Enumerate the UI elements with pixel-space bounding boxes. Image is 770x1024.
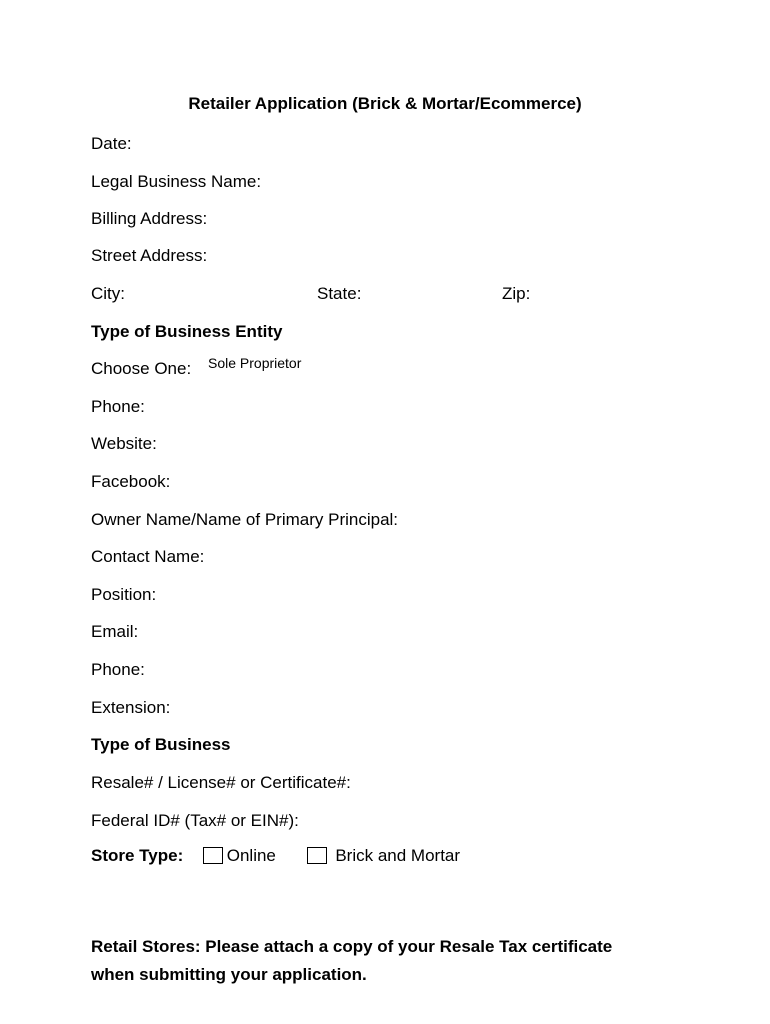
resale-label: Resale# / License# or Certificate#: xyxy=(91,773,351,792)
owner-name-label: Owner Name/Name of Primary Principal: xyxy=(91,510,399,529)
state-label: State: xyxy=(317,284,362,303)
extension-label: Extension: xyxy=(91,698,171,717)
email-label: Email: xyxy=(91,622,139,641)
footer-note xyxy=(91,933,691,989)
online-option-label: Online xyxy=(226,846,276,865)
form-title: Retailer Application (Brick & Mortar/Ecommerce) xyxy=(188,94,582,113)
facebook-label: Facebook: xyxy=(91,472,171,491)
store-type-row xyxy=(91,845,460,867)
store-type-label: Store Type: xyxy=(91,846,184,865)
phone-label: Phone: xyxy=(91,397,145,416)
billing-address-label: Billing Address: xyxy=(91,209,208,228)
online-checkbox[interactable] xyxy=(203,847,223,864)
date-label: Date: xyxy=(91,134,132,153)
street-address-label: Street Address: xyxy=(91,246,208,265)
city-label: City: xyxy=(91,284,125,303)
footer-line-1: Retail Stores: Please attach a copy of your Resale Tax certificate xyxy=(91,937,613,956)
federal-id-label: Federal ID# (Tax# or EIN#): xyxy=(91,811,299,830)
phone-2-label: Phone: xyxy=(91,660,145,679)
entity-type-value[interactable]: Sole Proprietor xyxy=(208,355,302,371)
footer-line-2: when submitting your application. xyxy=(91,965,367,984)
business-type-heading: Type of Business xyxy=(91,735,231,754)
contact-name-label: Contact Name: xyxy=(91,547,205,566)
legal-business-name-label: Legal Business Name: xyxy=(91,172,262,191)
brick-and-mortar-checkbox[interactable] xyxy=(307,847,327,864)
brick-and-mortar-option-label: Brick and Mortar xyxy=(335,846,461,865)
website-label: Website: xyxy=(91,434,157,453)
zip-label: Zip: xyxy=(502,284,531,303)
position-label: Position: xyxy=(91,585,157,604)
choose-one-label: Choose One: xyxy=(91,359,192,378)
entity-type-heading: Type of Business Entity xyxy=(91,322,283,341)
